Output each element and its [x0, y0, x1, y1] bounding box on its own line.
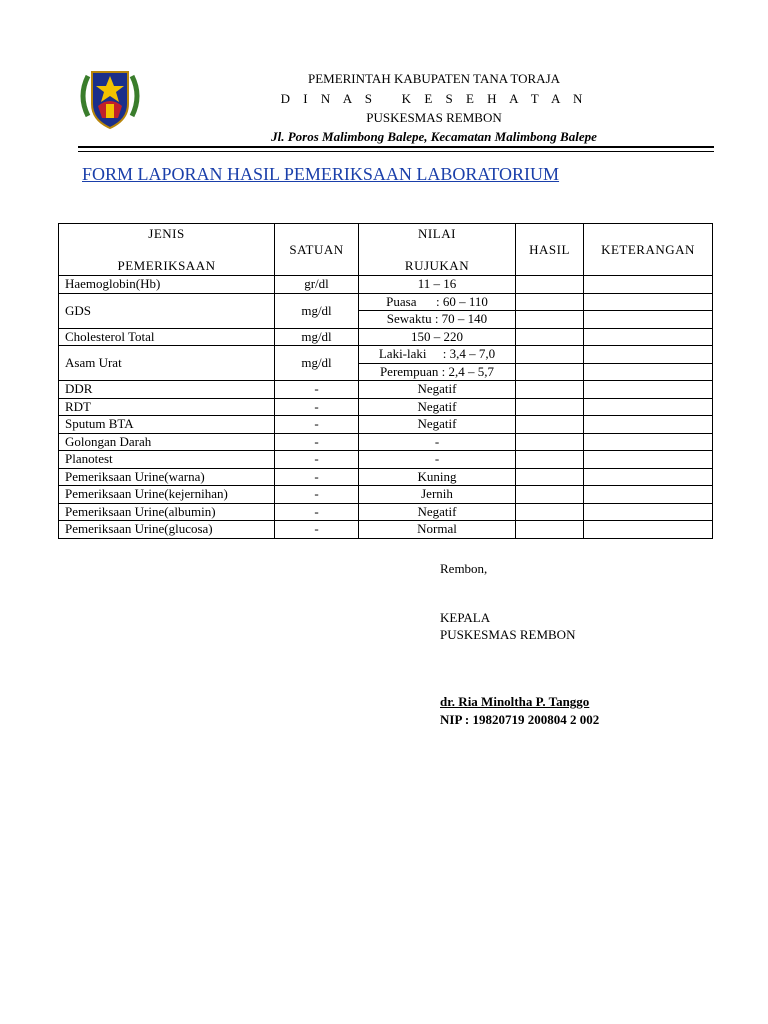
- table-row: Golongan Darah - -: [59, 433, 713, 451]
- keterangan-cell: [584, 416, 713, 434]
- table-header-row: [59, 224, 713, 276]
- keterangan-cell: [584, 398, 713, 416]
- header-government: PEMERINTAH KABUPATEN TANA TORAJA: [307, 71, 561, 86]
- header-rule-thin: [78, 151, 714, 152]
- table-row: Pemeriksaan Urine(warna) - Kuning: [59, 468, 713, 486]
- hasil-cell: [516, 468, 584, 486]
- hasil-cell: [516, 521, 584, 539]
- keterangan-cell: [584, 293, 713, 311]
- keterangan-cell: [584, 521, 713, 539]
- table-row: Perempuan : 2,4 – 5,7: [59, 363, 713, 381]
- table-row: Sewaktu : 70 – 140: [59, 311, 713, 329]
- header-keterangan: KETERANGAN: [584, 224, 713, 276]
- keterangan-cell: [584, 346, 713, 364]
- hasil-cell: [516, 311, 584, 329]
- hasil-cell: [516, 328, 584, 346]
- keterangan-cell: [584, 363, 713, 381]
- hasil-cell: [516, 346, 584, 364]
- kabupaten-emblem-logo: [78, 66, 142, 132]
- keterangan-cell: [584, 503, 713, 521]
- keterangan-cell: [584, 451, 713, 469]
- table-row: Haemoglobin(Hb) gr/dl 11 – 16: [59, 276, 713, 294]
- header-rule-thick: [78, 146, 714, 148]
- form-title: FORM LAPORAN HASIL PEMERIKSAAN LABORATORIUM: [82, 164, 560, 184]
- signature-position-1: KEPALA: [440, 610, 491, 625]
- table-row: Pemeriksaan Urine(kejernihan) - Jernih: [59, 486, 713, 504]
- header-puskesmas: PUSKESMAS REMBON: [366, 110, 502, 125]
- signature-place: Rembon,: [440, 561, 488, 576]
- table-row: GDS mg/dl Puasa : 60 – 110: [59, 293, 713, 311]
- hasil-cell: [516, 381, 584, 399]
- table-row: Cholesterol Total mg/dl 150 – 220: [59, 328, 713, 346]
- header-satuan: SATUAN: [275, 224, 359, 276]
- table-row: Pemeriksaan Urine(albumin) - Negatif: [59, 503, 713, 521]
- header-department: D I N A S K E S E H A T A N: [280, 91, 588, 106]
- lab-results-table: [58, 223, 713, 539]
- keterangan-cell: [584, 311, 713, 329]
- table-row: RDT - Negatif: [59, 398, 713, 416]
- keterangan-cell: [584, 328, 713, 346]
- keterangan-cell: [584, 381, 713, 399]
- hasil-cell: [516, 433, 584, 451]
- table-row: Planotest - -: [59, 451, 713, 469]
- hasil-cell: [516, 276, 584, 294]
- table-row: DDR - Negatif: [59, 381, 713, 399]
- signature-nip: NIP : 19820719 200804 2 002: [440, 712, 600, 727]
- keterangan-cell: [584, 468, 713, 486]
- table-row: Pemeriksaan Urine(glucosa) - Normal: [59, 521, 713, 539]
- keterangan-cell: [584, 276, 713, 294]
- hasil-cell: [516, 363, 584, 381]
- keterangan-cell: [584, 486, 713, 504]
- header-hasil: HASIL: [516, 224, 584, 276]
- header-address: Jl. Poros Malimbong Balepe, Kecamatan Malimbong Balepe: [271, 129, 597, 144]
- header-nilai-rujukan: NILAI RUJUKAN: [359, 224, 516, 276]
- signature-position-2: PUSKESMAS REMBON: [440, 627, 576, 642]
- hasil-cell: [516, 416, 584, 434]
- hasil-cell: [516, 398, 584, 416]
- header-jenis: JENIS PEMERIKSAAN: [59, 224, 275, 276]
- table-row: Sputum BTA - Negatif: [59, 416, 713, 434]
- hasil-cell: [516, 503, 584, 521]
- hasil-cell: [516, 293, 584, 311]
- signature-name: dr. Ria Minoltha P. Tanggo: [440, 694, 590, 709]
- table-row: Asam Urat mg/dl Laki-laki : 3,4 – 7,0: [59, 346, 713, 364]
- hasil-cell: [516, 486, 584, 504]
- hasil-cell: [516, 451, 584, 469]
- keterangan-cell: [584, 433, 713, 451]
